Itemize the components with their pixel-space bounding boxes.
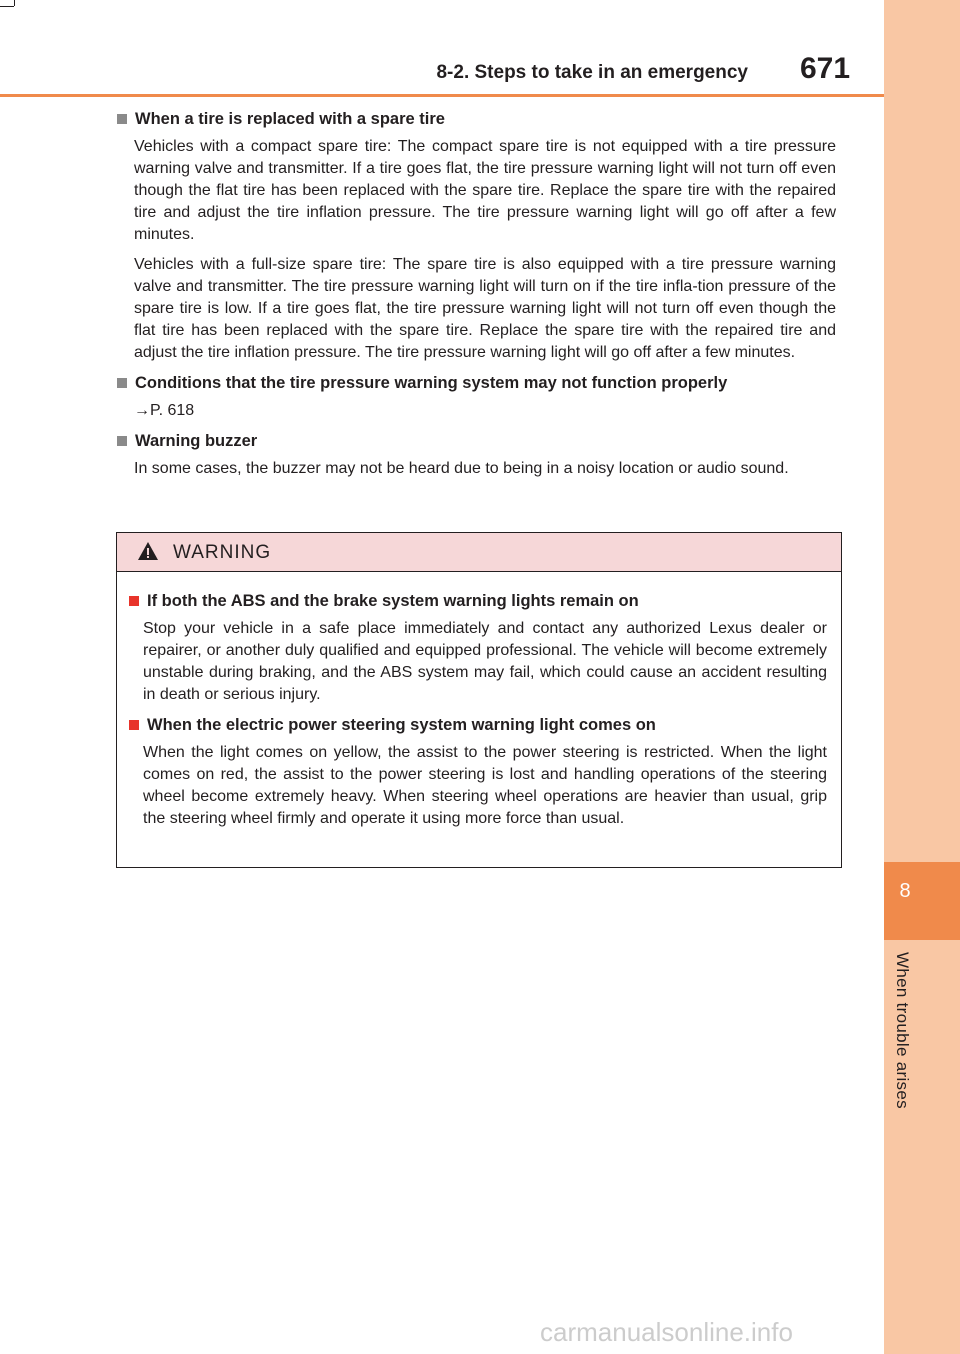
warning-item-text: When the light comes on yellow, the assist to the power steering is restricted. When the light comes on red, the assist to the power steering is lost and handling operations of the steering wheel become extremely heavy. When steering wheel operations are heavier than usual, grip the steering wheel firmly and operate it using more force than usual. [143, 744, 827, 827]
warning-item-heading [129, 714, 827, 736]
square-bullet-icon [117, 378, 127, 388]
heading-text: Conditions that the tire pressure warning system may not function properly [135, 374, 728, 392]
warning-triangle-icon [137, 541, 159, 561]
warning-body [117, 572, 841, 830]
warning-title: WARNING [173, 542, 272, 563]
paragraph: In some cases, the buzzer may not be heard due to being in a noisy location or audio sound. [134, 460, 789, 477]
heading-text: If both the ABS and the brake system warning lights remain on [147, 592, 639, 610]
chapter-side-tab [884, 0, 960, 1354]
paragraph: Vehicles with a compact spare tire: The compact spare tire is not equipped with a tire pressure warning valve and transmitter. If a tire goes flat, the tire pressure warning light will not turn off even though the flat tire has been replaced with the spare tire. Replace the spare tire with the repaired tire and adjust the tire inflation pressure. The tire pressure warning light will go off after a few minutes. [134, 138, 836, 243]
section-warning-buzzer [116, 430, 836, 480]
svg-text:carmanualsonline.info: carmanualsonline.info [540, 1317, 793, 1347]
warning-header [117, 533, 841, 572]
warning-item-text: Stop your vehicle in a safe place immediately and contact any authorized Lexus dealer or repairer, or another duly qualified and equipped professional. The vehicle will become extremely unstable during braking, and the ABS system may fail, which could cause an accident resulting in death or serious injury. [143, 620, 827, 703]
section-heading [116, 372, 836, 394]
section-heading [116, 108, 836, 130]
square-bullet-icon [129, 720, 139, 730]
heading-text: When the electric power steering system warning light comes on [147, 716, 656, 734]
square-bullet-icon [117, 114, 127, 124]
header-rule [0, 94, 884, 97]
warning-box [116, 532, 842, 868]
page-header [0, 0, 884, 98]
page-reference-link[interactable]: →P. 618 [134, 402, 195, 419]
square-bullet-icon [117, 436, 127, 446]
watermark-logo [540, 1314, 880, 1350]
section-spare-tire [116, 108, 836, 364]
warning-item-heading [129, 590, 827, 612]
heading-text: Warning buzzer [135, 432, 258, 450]
section-title: 8-2. Steps to take in an emergency [436, 62, 748, 83]
section-conditions [116, 372, 836, 422]
paragraph: Vehicles with a full-size spare tire: The spare tire is also equipped with a tire pressure warning valve and transmitter. The tire pressure warning light will turn on if the tire infla-tion pressure of the spare tire is low. If a tire goes flat, the tire pressure warning light will not turn off even though the flat tire has been replaced with the spare tire. Replace the spare tire with the repaired tire and adjust the tire inflation pressure. The tire pressure warning light will go off after a few minutes. [134, 256, 836, 361]
page-number: 671 [800, 52, 851, 85]
chapter-label: When trouble arises [893, 952, 912, 1109]
heading-text: When a tire is replaced with a spare tire [135, 110, 445, 128]
chapter-number: 8 [899, 880, 911, 902]
main-content [116, 108, 836, 488]
square-bullet-icon [129, 596, 139, 606]
section-heading [116, 430, 836, 452]
